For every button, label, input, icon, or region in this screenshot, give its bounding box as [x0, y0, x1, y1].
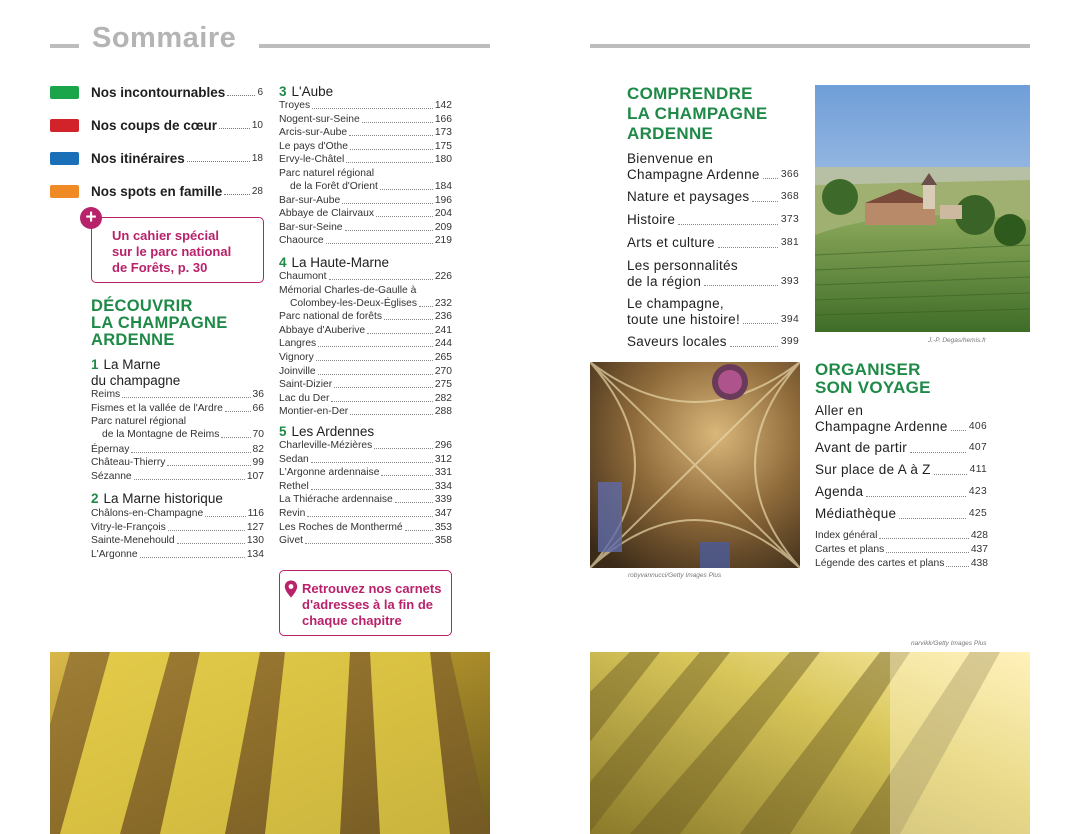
toc-entry-label: Médiathèque	[815, 506, 897, 521]
toc-entry-page: 236	[434, 311, 452, 323]
toc-entry-page: 331	[434, 467, 452, 479]
leader-dots	[718, 247, 778, 248]
toc-entry-label: Sézanne	[91, 470, 132, 482]
leader-dots	[134, 479, 245, 480]
toc-entry-label: Épernay	[91, 443, 130, 455]
village-vineyard-photo	[815, 85, 1030, 332]
leader-dots	[384, 319, 433, 320]
toc-entry[interactable]	[279, 378, 452, 391]
vineyard-photo-right	[590, 652, 1030, 834]
leader-dots	[311, 462, 433, 463]
leader-dots	[879, 538, 968, 539]
toc-entry-label: toute une histoire!	[627, 311, 741, 327]
toc-entry-label: Bar-sur-Seine	[279, 221, 343, 233]
leader-dots	[205, 516, 245, 517]
toc-entry-label: de la Montagne de Reims	[102, 429, 220, 441]
toc-entry-page: 366	[780, 168, 799, 180]
red-chip-icon	[50, 119, 79, 132]
leader-dots	[131, 452, 250, 453]
chapter-title-marne[interactable]	[91, 357, 180, 389]
leader-dots	[326, 243, 433, 244]
leader-dots	[886, 552, 969, 553]
leader-dots	[312, 108, 433, 109]
toc-entry-page: 184	[434, 181, 452, 192]
chapter-number: 3	[279, 84, 287, 99]
toc-entry[interactable]	[91, 507, 264, 520]
toc-entry-page: 226	[434, 271, 452, 282]
chapter-title-ardennes[interactable]	[279, 424, 374, 440]
leader-dots	[946, 566, 968, 567]
vineyard-photo-left	[50, 652, 490, 834]
toc-entry-label: Les Roches de Monthermé	[279, 521, 403, 533]
legend-label: Nos spots en famille	[91, 183, 223, 199]
toc-entry-page: 36	[252, 389, 264, 400]
legend-page: 18	[251, 152, 263, 164]
leader-dots	[318, 374, 433, 375]
plus-icon: +	[80, 207, 102, 229]
toc-entry-label: Saveurs locales	[627, 334, 727, 349]
toc-entry[interactable]	[279, 153, 452, 166]
leader-dots	[743, 323, 778, 324]
toc-entry-label: Histoire	[627, 212, 676, 227]
toc-entry-page: 219	[434, 235, 452, 247]
toc-entry[interactable]	[279, 324, 452, 337]
toc-entry-page: 265	[434, 351, 452, 363]
callout-line: Un cahier spécial	[112, 228, 219, 243]
toc-entry-page: 175	[434, 140, 452, 152]
toc-entry-page: 142	[434, 100, 452, 111]
toc-entry[interactable]	[279, 466, 452, 479]
toc-entry-label: Chaumont	[279, 271, 327, 282]
leader-dots	[380, 189, 433, 190]
photo-credit: J.-P. Degas/hemis.fr	[928, 337, 987, 344]
toc-entry-label: Troyes	[279, 100, 311, 111]
toc-entry[interactable]	[279, 113, 452, 126]
toc-entry[interactable]	[279, 480, 452, 493]
legend-page: 28	[251, 185, 263, 197]
chapter-title-text: du champagne	[91, 373, 181, 388]
leader-dots	[730, 346, 778, 347]
toc-entry-label: Sur place de A à Z	[815, 462, 931, 477]
toc-entry[interactable]	[815, 403, 987, 434]
toc-entry[interactable]	[91, 415, 264, 441]
toc-entry-label: Lac du Der	[279, 392, 330, 404]
legend-label: Nos incontournables	[91, 84, 226, 100]
leader-dots	[221, 437, 250, 438]
header-rule-left	[50, 44, 79, 48]
chapter-number: 1	[91, 357, 99, 372]
leader-dots	[362, 122, 433, 123]
toc-entry-page: 99	[252, 457, 264, 469]
leader-dots	[346, 162, 433, 163]
toc-entry[interactable]	[279, 140, 452, 153]
toc-entry[interactable]	[279, 207, 452, 220]
toc-entry-label: Nogent-sur-Seine	[279, 113, 360, 125]
header-rule-middle	[259, 44, 490, 48]
leader-dots	[951, 430, 966, 431]
toc-entry-label: Fismes et la vallée de l'Ardre	[91, 402, 223, 414]
toc-entry-page: 130	[246, 535, 264, 547]
leader-dots	[225, 411, 251, 412]
toc-entry[interactable]	[815, 506, 987, 522]
toc-entry-page: 411	[969, 464, 987, 475]
legend-spots-famille[interactable]	[50, 183, 263, 199]
toc-entry-label: Nature et paysages	[627, 189, 750, 204]
leader-dots	[934, 474, 967, 475]
toc-entry[interactable]	[627, 212, 799, 228]
toc-entry-label: Montier-en-Der	[279, 406, 349, 418]
leader-dots	[704, 285, 778, 286]
toc-entry-label: Colombey-les-Deux-Églises	[290, 297, 418, 309]
toc-entry[interactable]	[815, 543, 988, 556]
cathedral-photo	[590, 362, 800, 568]
callout-line: chaque chapitre	[302, 613, 402, 628]
toc-entry[interactable]	[279, 194, 452, 207]
leader-dots	[376, 216, 433, 217]
leader-dots	[899, 518, 966, 519]
leader-dots	[763, 178, 778, 179]
toc-entry[interactable]	[627, 334, 799, 350]
toc-entry[interactable]	[279, 234, 452, 247]
toc-entry[interactable]	[279, 453, 452, 466]
toc-entry-label: Rethel	[279, 480, 309, 492]
toc-entry-label: La Thiérache ardennaise	[279, 494, 393, 506]
toc-entry-page: 428	[970, 530, 988, 541]
chapter-title-text: La Haute-Marne	[291, 255, 390, 270]
toc-entry-label: Le pays d'Othe	[279, 140, 348, 152]
toc-entry-label: Givet	[279, 535, 304, 547]
leader-dots	[140, 557, 245, 558]
toc-entry-label: Vignory	[279, 351, 314, 363]
toc-entry[interactable]	[627, 235, 799, 251]
toc-entry-page: 368	[780, 191, 799, 202]
header-rule-right	[590, 44, 1030, 48]
toc-entry-page: 312	[434, 453, 452, 465]
leader-dots	[866, 496, 966, 497]
toc-entry-label: Abbaye d'Auberive	[279, 324, 366, 336]
leader-dots	[367, 333, 433, 334]
leader-dots	[168, 530, 245, 531]
toc-entry[interactable]	[279, 270, 452, 283]
callout-line: de Forêts, p. 30	[112, 260, 208, 275]
chapter-title-haute-marne[interactable]	[279, 255, 389, 271]
leader-dots	[331, 401, 432, 402]
toc-entry-page: 196	[434, 194, 452, 206]
leader-dots	[329, 279, 433, 280]
leader-dots	[350, 414, 433, 415]
leader-dots	[122, 397, 250, 398]
toc-entry-page: 134	[246, 548, 264, 560]
toc-entry-label: Reims	[91, 389, 121, 400]
toc-entry[interactable]	[627, 258, 799, 289]
callout-line: d'adresses à la fin de	[302, 597, 433, 612]
section-title-decouvrir: DÉCOUVRIR LA CHAMPAGNE ARDENNE	[91, 297, 228, 349]
toc-entry[interactable]	[279, 507, 452, 520]
toc-entry[interactable]	[91, 402, 264, 415]
leader-dots	[345, 230, 433, 231]
toc-entry[interactable]	[815, 484, 987, 500]
toc-entry-label: de la région	[627, 273, 702, 289]
toc-entry[interactable]	[627, 189, 799, 205]
leader-dots	[316, 360, 433, 361]
chapter-title-text: L'Aube	[291, 84, 334, 99]
toc-entry-page: 373	[780, 214, 799, 225]
toc-entry-page: 232	[434, 297, 452, 309]
toc-entry-page: 438	[970, 558, 988, 569]
toc-entry-page: 394	[780, 313, 799, 325]
toc-entry-page: 244	[434, 338, 452, 350]
toc-entry-label: Ervy-le-Châtel	[279, 154, 345, 166]
toc-entry-page: 241	[434, 324, 452, 336]
toc-entry-page: 209	[434, 221, 452, 233]
legend-itineraires[interactable]	[50, 150, 263, 166]
toc-entry-page: 353	[434, 521, 452, 533]
toc-entry-page: 70	[252, 429, 264, 441]
toc-entry[interactable]	[279, 493, 452, 506]
toc-entry-label: Charleville-Mézières	[279, 440, 373, 451]
toc-entry-page: 393	[780, 275, 799, 287]
toc-entry[interactable]	[279, 337, 452, 350]
toc-entry-label: Abbaye de Clairvaux	[279, 208, 375, 220]
toc-entry-page: 339	[434, 494, 452, 506]
toc-entry[interactable]	[279, 351, 452, 364]
toc-entry-label: Cartes et plans	[815, 544, 885, 555]
toc-entry-page: 381	[780, 237, 799, 248]
chapter-title-aube[interactable]	[279, 84, 333, 100]
toc-entry[interactable]	[91, 388, 264, 401]
toc-entry-label: L'Argonne ardennaise	[279, 467, 380, 479]
toc-entry[interactable]	[279, 99, 452, 112]
toc-entry-page: 407	[968, 442, 987, 453]
toc-entry-label: Sainte-Menehould	[91, 535, 175, 547]
toc-entry-page: 399	[780, 336, 799, 347]
toc-entry-label: Revin	[279, 508, 306, 519]
toc-entry-label: Joinville	[279, 365, 316, 377]
legend-page: 10	[251, 119, 263, 131]
toc-entry[interactable]	[279, 521, 452, 534]
toc-entry-page: 347	[434, 508, 452, 519]
page-title: Sommaire	[92, 22, 237, 54]
toc-entry-label: Le champagne,	[627, 296, 724, 311]
toc-entry-page: 127	[246, 521, 264, 533]
toc-entry-label: Légende des cartes et plans	[815, 558, 945, 569]
toc-entry-label: Langres	[279, 338, 317, 350]
toc-entry-label: Aller en	[815, 403, 864, 418]
chapter-number: 2	[91, 491, 99, 506]
toc-entry[interactable]	[627, 296, 799, 327]
leader-dots	[381, 475, 432, 476]
toc-entry-page: 173	[434, 127, 452, 139]
leader-dots	[678, 224, 778, 225]
leader-dots	[350, 149, 433, 150]
leader-dots	[405, 530, 433, 531]
toc-entry[interactable]	[279, 534, 452, 547]
toc-entry[interactable]	[91, 521, 264, 534]
toc-entry-label: Champagne Ardenne	[627, 166, 760, 182]
toc-entry-label: Vitry-le-François	[91, 521, 166, 533]
toc-entry[interactable]	[279, 405, 452, 418]
toc-entry[interactable]	[279, 310, 452, 323]
leader-dots	[395, 502, 433, 503]
toc-entry-label: Saint-Dizier	[279, 379, 333, 391]
toc-entry[interactable]	[91, 456, 264, 469]
blue-chip-icon	[50, 152, 79, 165]
leader-dots	[219, 119, 250, 129]
toc-entry-label: L'Argonne	[91, 548, 138, 560]
toc-entry-page: 288	[434, 406, 452, 418]
toc-entry-label: Arcis-sur-Aube	[279, 127, 348, 139]
leader-dots	[224, 185, 250, 195]
toc-entry[interactable]	[815, 462, 987, 478]
toc-entry[interactable]	[279, 284, 452, 310]
legend-label: Nos itinéraires	[91, 150, 185, 166]
toc-entry-page: 437	[970, 544, 988, 555]
photo-credit: narvikk/Getty Images Plus	[911, 640, 987, 647]
toc-entry-label: Parc naturel régional	[91, 416, 187, 428]
leader-dots	[349, 135, 433, 136]
leader-dots	[334, 387, 433, 388]
toc-entry[interactable]	[279, 126, 452, 139]
leader-dots	[311, 489, 433, 490]
toc-entry-label: Châlons-en-Champagne	[91, 508, 204, 519]
legend-coups-de-coeur[interactable]	[50, 117, 263, 133]
toc-entry[interactable]	[91, 443, 264, 456]
callout-line: Retrouvez nos carnets	[302, 581, 442, 596]
toc-entry-page: 204	[434, 208, 452, 220]
toc-entry-page: 270	[434, 365, 452, 377]
leader-dots	[342, 203, 433, 204]
toc-entry-page: 358	[434, 535, 452, 547]
toc-entry[interactable]	[91, 470, 264, 483]
toc-entry-label: Sedan	[279, 453, 309, 465]
toc-entry-page: 425	[968, 508, 987, 519]
leader-dots	[910, 452, 966, 453]
toc-entry-page: 423	[968, 486, 987, 497]
toc-entry[interactable]	[815, 529, 988, 542]
leader-dots	[752, 201, 777, 202]
callout-carnets-adresses[interactable]	[279, 570, 452, 636]
toc-entry-label: Parc national de forêts	[279, 311, 383, 323]
leader-dots	[167, 465, 250, 466]
toc-entry-label: Arts et culture	[627, 235, 715, 250]
chapter-number: 4	[279, 255, 287, 270]
green-chip-icon	[50, 86, 79, 99]
leader-dots	[419, 306, 433, 307]
toc-entry-label: Bar-sur-Aube	[279, 194, 341, 206]
toc-entry-label: Index général	[815, 530, 878, 541]
section-title-comprendre: COMPRENDRE LA CHAMPAGNE ARDENNE	[627, 84, 768, 143]
toc-entry-label: Parc naturel régional	[279, 168, 375, 179]
toc-entry-label: Bienvenue en	[627, 151, 714, 166]
legend-page: 6	[257, 86, 263, 98]
toc-entry[interactable]	[279, 365, 452, 378]
callout-line: sur le parc national	[112, 244, 232, 259]
leader-dots	[305, 543, 433, 544]
toc-entry[interactable]	[279, 392, 452, 405]
toc-entry[interactable]	[91, 548, 264, 561]
chapter-title-marne-historique[interactable]	[91, 491, 223, 507]
legend-label: Nos coups de cœur	[91, 117, 218, 133]
toc-entry[interactable]	[815, 440, 987, 456]
toc-entry-label: de la Forêt d'Orient	[290, 181, 378, 192]
leader-dots	[177, 543, 245, 544]
leader-dots	[227, 86, 255, 96]
toc-entry-label: Chaource	[279, 235, 324, 247]
toc-entry-page: 107	[246, 470, 264, 482]
leader-dots	[374, 448, 433, 449]
orange-chip-icon	[50, 185, 79, 198]
toc-entry-page: 66	[252, 402, 264, 414]
leader-dots	[187, 152, 250, 162]
chapter-title-text: La Marne historique	[103, 491, 223, 506]
toc-entry-page: 180	[434, 154, 452, 166]
toc-entry-label: Les personnalités	[627, 258, 738, 273]
toc-entry-page: 334	[434, 480, 452, 492]
toc-entry[interactable]	[279, 167, 452, 193]
toc-entry-page: 406	[968, 420, 987, 432]
toc-entry[interactable]	[815, 557, 988, 570]
toc-entry-label: Château-Thierry	[91, 457, 166, 469]
toc-entry-page: 282	[434, 392, 452, 404]
chapter-number: 5	[279, 424, 287, 439]
leader-dots	[318, 346, 433, 347]
toc-entry-page: 275	[434, 379, 452, 391]
toc-entry-page: 82	[252, 443, 264, 455]
chapter-title-text: Les Ardennes	[291, 424, 375, 439]
toc-entry[interactable]	[91, 534, 264, 547]
toc-entry-label: Champagne Ardenne	[815, 418, 948, 434]
toc-entry-label: Mémorial Charles-de-Gaulle à	[279, 284, 417, 296]
toc-entry-label: Avant de partir	[815, 440, 908, 455]
map-pin-icon	[284, 580, 298, 598]
legend-incontournables[interactable]	[50, 84, 263, 100]
leader-dots	[307, 516, 432, 517]
callout-parc-national[interactable]	[91, 217, 264, 283]
toc-entry-page: 296	[434, 440, 452, 451]
toc-entry[interactable]	[279, 439, 452, 452]
toc-entry[interactable]	[279, 221, 452, 234]
toc-entry[interactable]	[627, 151, 799, 182]
toc-entry-label: Agenda	[815, 484, 864, 499]
toc-entry-page: 166	[434, 113, 452, 125]
section-title-organiser: ORGANISER SON VOYAGE	[815, 360, 931, 397]
photo-credit: robyvannucci/Getty Images Plus	[628, 572, 722, 579]
toc-entry-page: 116	[247, 508, 264, 519]
chapter-title-text: La Marne	[103, 357, 161, 372]
